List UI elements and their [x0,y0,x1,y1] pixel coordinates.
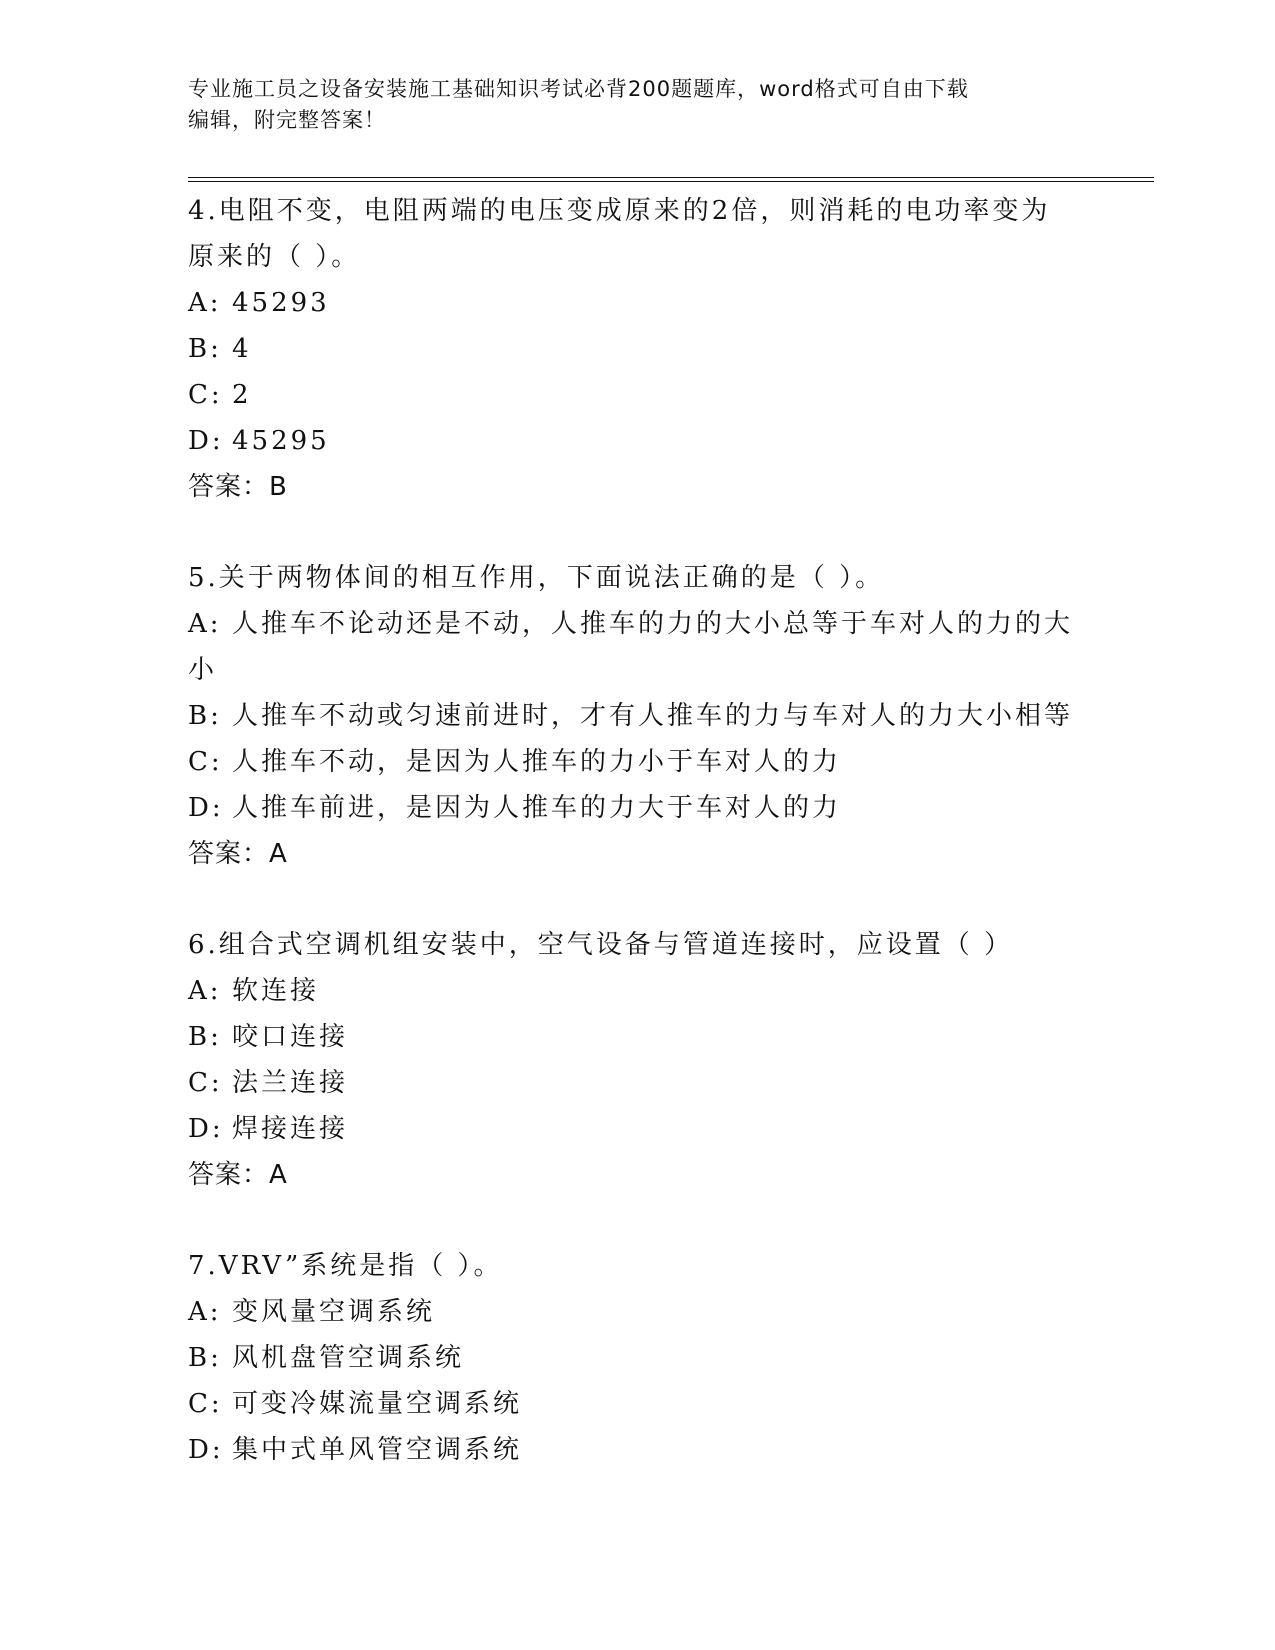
option-letter: B: [188,1022,222,1052]
header-title-line-2: 编辑，附完整答案！ [188,108,386,132]
option-letter: A: [188,288,222,318]
option-letter: D: [188,1114,224,1144]
option-text: 集中式单风管空调系统 [232,1435,523,1465]
option-text: 焊接连接 [232,1114,349,1144]
question-stem: 5.关于两物体间的相互作用，下面说法正确的是（ ）。 [188,563,885,593]
option-b [188,1335,1088,1381]
option-d [188,785,1088,831]
question-stem: 4.电阻不变，电阻两端的电压变成原来的2倍，则消耗的电功率变为 [188,196,1051,226]
option-text: 4 [232,334,252,364]
option-letter: C: [188,1068,223,1098]
answer: 答案：B [188,472,288,502]
question-5 [188,555,1088,877]
option-a [188,280,1088,326]
option-c [188,372,1088,418]
option-text: 咬口连接 [232,1022,349,1052]
option-d [188,1106,1088,1152]
option-text: 变风量空调系统 [232,1297,436,1327]
option-letter: B: [188,1343,222,1373]
option-c [188,739,1088,785]
option-text: 人推车不动或匀速前进时，才有人推车的力与车对人的力大小相等 [232,701,1074,731]
option-text: 人推车不动，是因为人推车的力小于车对人的力 [232,747,842,777]
option-text: 人推车不论动还是不动，人推车的力的大小总等于车对人的力的大 [232,609,1074,639]
document-header [188,74,1088,136]
option-a-continued: 小 [188,655,218,685]
answer: 答案：A [188,839,288,869]
option-b [188,1014,1088,1060]
option-letter: A: [188,976,222,1006]
option-letter: B: [188,334,222,364]
option-letter: B: [188,701,222,731]
header-title-line-1: 专业施工员之设备安装施工基础知识考试必背200题题库，word格式可自由下载 [188,77,969,101]
option-c [188,1060,1088,1106]
answer: 答案：A [188,1160,288,1190]
option-a [188,601,1088,647]
option-letter: D: [188,793,224,823]
option-letter: D: [188,1435,224,1465]
option-letter: D: [188,426,224,456]
option-text: 法兰连接 [232,1068,349,1098]
option-c [188,1381,1088,1427]
question-6 [188,922,1088,1198]
question-list [188,188,1088,1518]
header-divider-top [188,177,1154,178]
option-d [188,418,1088,464]
option-text: 可变冷媒流量空调系统 [232,1389,523,1419]
option-letter: C: [188,747,223,777]
question-stem-continued: 原来的（ ）。 [188,242,361,272]
option-text: 人推车前进，是因为人推车的力大于车对人的力 [232,793,842,823]
option-a [188,968,1088,1014]
option-letter: A: [188,1297,222,1327]
option-a [188,1289,1088,1335]
option-text: 软连接 [232,976,320,1006]
option-text: 2 [232,380,252,410]
option-text: 45295 [232,426,330,456]
option-letter: C: [188,1389,223,1419]
header-divider-bottom [188,181,1154,182]
option-text: 45293 [232,288,330,318]
option-text: 风机盘管空调系统 [232,1343,465,1373]
option-letter: A: [188,609,222,639]
question-7 [188,1243,1088,1473]
option-b [188,693,1088,739]
question-stem: 7.VRV”系统是指（ ）。 [188,1251,503,1281]
option-letter: C: [188,380,223,410]
question-4 [188,188,1088,510]
option-d [188,1427,1088,1473]
question-stem: 6.组合式空调机组安装中，空气设备与管道连接时，应设置（ ） [188,930,1014,960]
option-b [188,326,1088,372]
